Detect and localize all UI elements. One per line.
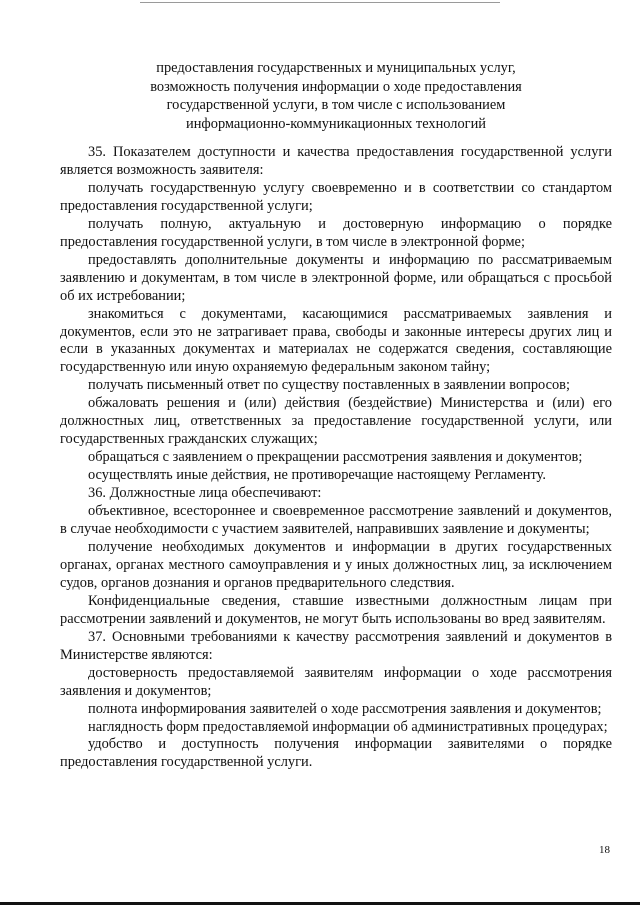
paragraph: Конфиденциальные сведения, ставшие известными должностным лицам при рассмотрении заявлений и документов, не могут быть использованы во вред заявителям.: [60, 592, 612, 627]
paragraph: получать письменный ответ по существу поставленных в заявлении вопросов;: [88, 377, 570, 394]
paragraph: знакомиться с документами, касающимися рассматриваемых заявления и документов, если это не затрагивает права, свободы и законные интересы других лиц и если в указанных документах и материалах не содержатся сведения, составляющие государственную или иную охраняемую федеральным законом тайну;: [60, 305, 612, 376]
paragraph: получать государственную услугу своевременно и в соответствии со стандартом предоставления государственной услуги;: [60, 179, 612, 214]
page-number: 18: [599, 844, 610, 856]
paragraph-36-intro: 36. Должностные лица обеспечивают:: [88, 485, 322, 502]
heading-line: предоставления государственных и муниципальных услуг,: [156, 60, 516, 76]
paragraph: предоставлять дополнительные документы и информацию по рассматриваемым заявлению и документам, в том числе в электронной форме, или обращаться с просьбой об их истребовании;: [60, 251, 612, 304]
paragraph-37-intro: 37. Основными требованиями к качеству рассмотрения заявлений и документов в Министерстве являются:: [60, 628, 612, 663]
paragraph: обращаться с заявлением о прекращении рассмотрения заявления и документов;: [88, 449, 583, 466]
paragraph: удобство и доступность получения информации заявителями о порядке предоставления государственной услуги.: [60, 736, 612, 771]
top-rule: [140, 2, 500, 3]
section-heading: [60, 59, 612, 133]
paragraph: получение необходимых документов и информации в других государственных органах, органах местного самоуправления и у иных должностных лиц, за исключением судов, органов дознания и органов предварительного следствия.: [60, 538, 612, 591]
heading-line: государственной услуги, в том числе с использованием: [166, 97, 506, 113]
paragraph: осуществлять иные действия, не противоречащие настоящему Регламенту.: [88, 467, 546, 484]
heading-line: информационно-коммуникационных технологий: [186, 115, 486, 132]
paragraph: полнота информирования заявителей о ходе рассмотрения заявления и документов;: [88, 700, 602, 717]
paragraph-35-intro: 35. Показателем доступности и качества предоставления государственной услуги является возможность заявителя:: [60, 144, 612, 178]
paragraph: получать полную, актуальную и достоверную информацию о порядке предоставления государственной услуги, в том числе в электронной форме;: [60, 215, 612, 250]
heading-line: возможность получения информации о ходе предоставления: [150, 78, 522, 95]
paragraph: достоверность предоставляемой заявителям информации о ходе рассмотрения заявления и документов;: [60, 664, 612, 699]
paragraph: объективное, всестороннее и своевременное рассмотрение заявлений и документов, в случае необходимости с участием заявителей, направивших заявление и документы;: [60, 503, 612, 538]
paragraph: наглядность форм предоставляемой информации об административных процедурах;: [88, 718, 608, 735]
document-body: [60, 144, 612, 772]
paragraph: обжаловать решения и (или) действия (бездействие) Министерства и (или) его должностных лиц, ответственных за предоставление государственной услуги, или государственных гражданских служащих;: [60, 395, 612, 448]
